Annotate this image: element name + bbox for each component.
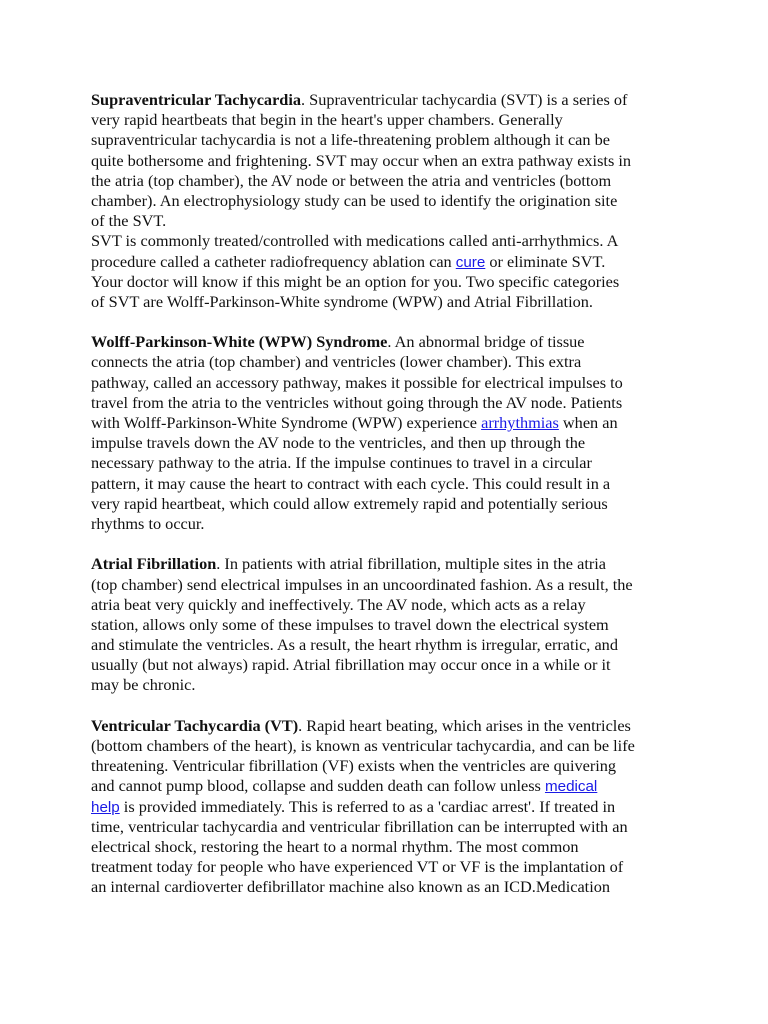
vt-line-5: help is provided immediately. This is referred to as a 'cardiac arrest'. If treated in — [91, 796, 616, 816]
wpw-line-9: very rapid heartbeat, which could allow extremely rapid and potentially serious — [91, 493, 608, 513]
af-line-6: usually (but not always) rapid. Atrial fibrillation may occur once in a while or it — [91, 655, 611, 675]
svt-line-11: of SVT are Wolff-Parkinson-White syndrome (WPW) and Atrial Fibrillation. — [91, 291, 593, 311]
wpw-line-8: pattern, it may cause the heart to contract with each cycle. This could result in a — [91, 473, 611, 493]
wpw-line-6: impulse travels down the AV node to the ventricles, and then up through the — [91, 433, 586, 453]
af-line-2: (top chamber) send electrical impulses in an uncoordinated fashion. As a result, the — [91, 574, 633, 594]
af-heading: Atrial Fibrillation — [91, 554, 217, 574]
wpw-line-4: travel from the atria to the ventricles without going through the AV node. Patients — [91, 392, 623, 412]
paragraph-gap — [91, 696, 681, 716]
af-line-3: atria beat very quickly and ineffectively. The AV node, which acts as a relay — [91, 594, 586, 614]
vt-section — [91, 716, 681, 898]
wpw-line-2: connects the atria (top chamber) and ventricles (lower chamber). This extra — [91, 352, 582, 372]
wpw-line-3: pathway, called an accessory pathway, makes it possible for electrical impulses to — [91, 372, 623, 392]
af-line-5: and stimulate the ventricles. As a result, the heart rhythm is irregular, erratic, and — [91, 635, 618, 655]
svt-line-6: chamber). An electrophysiology study can be used to identify the origination site — [91, 190, 618, 210]
svt-line-10: Your doctor will know if this might be an option for you. Two specific categories — [91, 271, 620, 291]
wpw-line-10: rhythms to occur. — [91, 513, 205, 533]
wpw-section — [91, 332, 681, 534]
cure-link[interactable]: cure — [455, 253, 486, 271]
medical-help-link-continued[interactable]: help — [91, 798, 120, 816]
vt-line-6: time, ventricular tachycardia and ventricular fibrillation can be interrupted with an — [91, 816, 628, 836]
paragraph-gap — [91, 534, 681, 554]
svt-line-5: the atria (top chamber), the AV node or between the atria and ventricles (bottom — [91, 170, 612, 190]
svt-line-3: supraventricular tachycardia is not a life-threatening problem although it can be — [91, 130, 610, 150]
vt-line-8: treatment today for people who have experienced VT or VF is the implantation of — [91, 857, 624, 877]
af-line-4: station, allows only some of these impulses to travel down the electrical system — [91, 614, 609, 634]
vt-line-4: and cannot pump blood, collapse and sudden death can follow unless medical — [91, 776, 598, 796]
svt-line-2: very rapid heartbeats that begin in the heart's upper chambers. Generally — [91, 110, 563, 130]
vt-line-3: threatening. Ventricular fibrillation (VF) exists when the ventricles are quivering — [91, 756, 617, 776]
svt-line-1: Supraventricular Tachycardia. Supraventricular tachycardia (SVT) is a series of — [91, 90, 628, 109]
wpw-line-5: with Wolff-Parkinson-White Syndrome (WPW) experience arrhythmias when an — [91, 413, 618, 432]
svt-line-7: of the SVT. — [91, 211, 167, 231]
svt-line-4: quite bothersome and frightening. SVT may occur when an extra pathway exists in — [91, 150, 632, 170]
svt-line-9: procedure called a catheter radiofrequency ablation can cure or eliminate SVT. — [91, 251, 606, 271]
vt-line-2: (bottom chambers of the heart), is known as ventricular tachycardia, and can be life — [91, 736, 635, 755]
vt-line-1: Ventricular Tachycardia (VT). Rapid heart beating, which arises in the ventricles — [91, 715, 631, 735]
vt-heading: Ventricular Tachycardia (VT) — [91, 715, 299, 735]
document-body — [91, 90, 681, 898]
af-line-7: may be chronic. — [91, 675, 196, 695]
vt-line-7: electrical shock, restoring the heart to a normal rhythm. The most common — [91, 836, 579, 856]
medical-help-link[interactable]: medical — [544, 778, 598, 796]
paragraph-gap — [91, 312, 681, 332]
af-section — [91, 554, 681, 695]
af-line-1: Atrial Fibrillation. In patients with atrial fibrillation, multiple sites in the atria — [91, 554, 607, 574]
svt-line-8: SVT is commonly treated/controlled with medications called anti-arrhythmics. A — [91, 231, 619, 251]
arrhythmias-link[interactable]: arrhythmias — [481, 413, 559, 432]
wpw-line-1: Wolff-Parkinson-White (WPW) Syndrome. An abnormal bridge of tissue — [91, 332, 585, 352]
wpw-heading: Wolff-Parkinson-White (WPW) Syndrome — [91, 332, 388, 352]
vt-line-9: an internal cardioverter defibrillator machine also known as an ICD.Medication — [91, 877, 611, 897]
wpw-line-7: necessary pathway to the atria. If the impulse continues to travel in a circular — [91, 453, 592, 473]
svt-section — [91, 90, 681, 312]
svt-heading: Supraventricular Tachycardia — [91, 90, 302, 109]
